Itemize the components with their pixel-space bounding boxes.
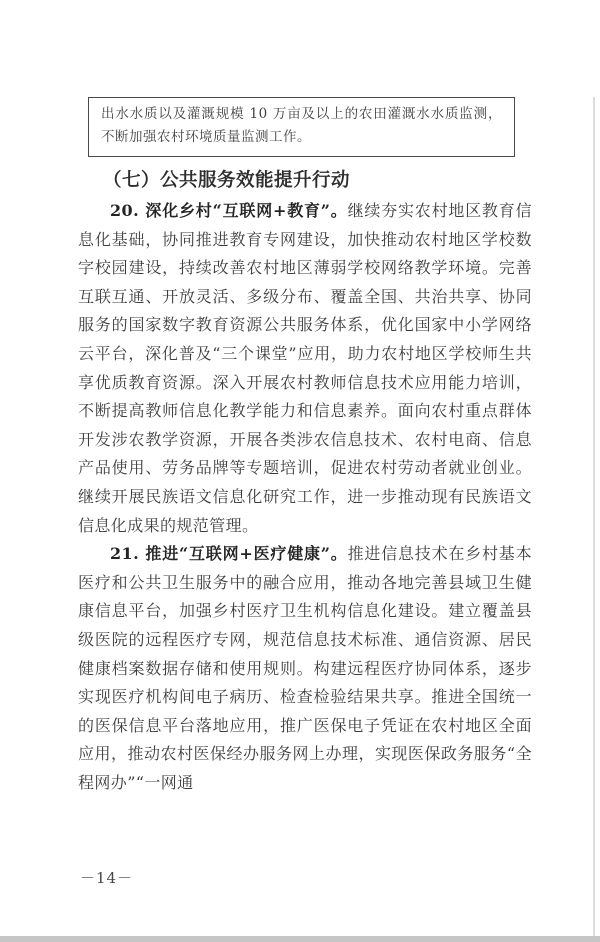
paragraph-20-body: 继续夯实农村地区教育信息化基础，协同推进教育专网建设，加快推动农村地区学校数字校园建设，持续改善农村地区薄弱学校网络教学环境。完善互联互通、开放灵活、多级分布、覆盖全国、共治共享、协同服务的国家数字教育资源公共服务体系，优化国家中小学网络云平台，深化普及“三个课堂”应用，助力农村地区学校师生共享优质教育资源。深入开展农村教师信息技术应用能力培训，不断提高教师信息化教学能力和信息素养。面向农村重点群体开发涉农教学资源，开展各类涉农信息技术、农村电商、信息产品使用、劳务品牌等专题培训，促进农村劳动者就业创业。继续开展民族语文信息化研究工作，进一步推动现有民族语文信息化成果的规范管理。 bbox=[78, 201, 532, 535]
notice-box-text: 出水水质以及灌溉规模 10 万亩及以上的农田灌溉水水质监测，不断加强农村环境质量监测工作。 bbox=[101, 106, 502, 145]
scan-edge-right bbox=[593, 97, 595, 942]
section-heading: （七）公共服务效能提升行动 bbox=[103, 170, 351, 191]
paragraph-20 bbox=[78, 197, 532, 540]
page-number: －14－ bbox=[80, 869, 134, 887]
document-page bbox=[0, 97, 600, 942]
scan-edge-bottom bbox=[0, 936, 600, 942]
paragraph-21 bbox=[78, 540, 532, 797]
page-content bbox=[0, 97, 600, 797]
paragraph-21-lead: 21. 推进“互联网+医疗健康”。 bbox=[110, 544, 348, 564]
notice-box bbox=[88, 97, 515, 157]
paragraph-20-lead: 20. 深化乡村“互联网+教育”。 bbox=[110, 201, 348, 220]
paragraph-21-body: 推进信息技术在乡村基本医疗和公共卫生服务中的融合应用，推动各地完善县域卫生健康信息平台，加强乡村医疗卫生机构信息化建设。建立覆盖县级医院的远程医疗专网，规范信息技术标准、通信资源、居民健康档案数据存储和使用规则。构建远程医疗协同体系，逐步实现医疗机构间电子病历、检查检验结果共享。推进全国统一的医保信息平台落地应用，推广医保电子凭证在农村地区全面应用，推动农村医保经办服务网上办理，实现医保政务服务“全程网办”“一网通 bbox=[78, 544, 532, 792]
